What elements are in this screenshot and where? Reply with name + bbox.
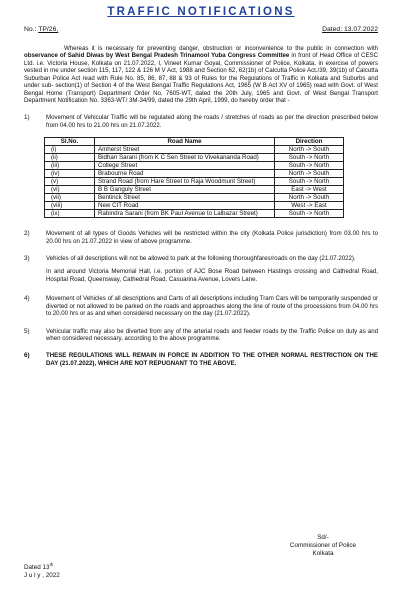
table-row: [45, 194, 344, 202]
row-road-name: Brabourne Road: [95, 170, 275, 178]
page-title-text: TRAFFIC NOTIFICATIONS: [107, 6, 295, 18]
row-direction: East -> West: [275, 186, 344, 194]
row-sl-number: (i): [45, 146, 95, 154]
table-row: [45, 162, 344, 170]
preamble-paragraph: [24, 45, 378, 104]
order-item-6: [24, 352, 378, 367]
row-sl-number: (viii): [45, 202, 95, 210]
table-row: [45, 170, 344, 178]
dated-line: [24, 562, 60, 572]
row-road-name: Strand Road (from Hare Street to Raja Woodmunt Street): [95, 178, 275, 186]
table-row: [45, 202, 344, 210]
table-row: [45, 210, 344, 218]
signatory-block: [268, 534, 378, 558]
row-sl-number: (iv): [45, 170, 95, 178]
column-header-road: Road Name: [95, 138, 275, 146]
order-text: Movement of Vehicular Traffic will be regulated along the roads / stretches of roads as per the direction prescribed below from 04.00 hrs to 21.00 hrs on 21.07.2022.: [46, 114, 378, 129]
row-road-name: New CIT Road: [95, 202, 275, 210]
signature-mark: Sd/-: [317, 534, 329, 541]
dated-month-year: J u l y , 2022: [24, 571, 60, 579]
order-text: Vehicles of all descriptions will not be allowed to park at the following thoroughfares/roads on the day (21.07.2022).: [46, 255, 356, 263]
row-direction: South -> North: [275, 178, 344, 186]
reference-prefix: No.:: [24, 26, 39, 33]
row-road-name: B B Ganguly Street: [95, 186, 275, 194]
order-text: Movement of Vehicles of all descriptions and Carts of all descriptions including Tram Cars will be temporarily suspended or diverted or not allowed to be parked on the roads and approaches along the line of route of the processions from 04.00 hrs to 20.00 hrs or as and when considered necessary on the day (21.07.2022).: [46, 295, 378, 318]
order-item-1: [24, 114, 378, 129]
table-row: [45, 146, 344, 154]
order-number: 3): [24, 255, 30, 263]
row-sl-number: (vi): [45, 186, 95, 194]
row-sl-number: (iii): [45, 162, 95, 170]
table-row: [45, 178, 344, 186]
row-direction: South -> North: [275, 154, 344, 162]
row-road-name: Bidhan Sarani (from K C Sen Street to Vivekananda Road): [95, 154, 275, 162]
row-road-name: Rabindra Sarani (from BK Paul Avenue to Lalbazar Street): [95, 210, 275, 218]
row-road-name: College Street: [95, 162, 275, 170]
dated-prefix: Dated 13: [24, 564, 50, 572]
order-text: THESE REGULATIONS WILL REMAIN IN FORCE IN ADDITION TO THE OTHER NORMAL RESTRICTION ON THE DAY (21.07.2022), WHICH ARE NOT REPUGNANT TO THE ABOVE.: [46, 352, 378, 367]
order-item-2: [24, 230, 378, 245]
order-number: 5): [24, 327, 30, 335]
order-number: 6): [24, 352, 30, 360]
table-row: [45, 154, 344, 162]
order-number: 2): [24, 230, 30, 238]
parking-area-text: In and around Victoria Memorial Hall, i.e. portion of AJC Bose Road between Hastings crossing and Cathedral Road, Hospital Road, Queensway, Cathedral Road, Casuarina Avenue, Lovers Lane.: [46, 268, 378, 283]
row-direction: North -> South: [275, 170, 344, 178]
dated-suffix: th: [49, 562, 54, 567]
preamble-event: observance of Sahid Diwas by West Bengal Pradesh Trinamool Yuba Congress Committee: [24, 52, 290, 60]
order-number: 1): [24, 114, 30, 122]
row-road-name: Bentinck Street: [95, 194, 275, 202]
order-text: Vehicular traffic may also be diverted from any of the arterial roads and feeder roads by the Traffic Police on duty as and when considered necessary, according to the above programme.: [46, 327, 378, 343]
preamble-text-1: Whereas it is necessary for preventing danger, obstruction or inconvenience to the public in connection with: [64, 45, 378, 52]
order-text: Movement of all types of Goods Vehicles will be restricted within the city (Kolkata Police jurisdiction) from 03.00 hrs to 20.00 hrs on 21.07.2022 in view of above programme.: [46, 230, 378, 245]
preamble-text-2: in front of Head Office of CESC Ltd. i.e. Victoria House, Kolkata on 21.07.2022, I, Vineet Kumar Goyal, Commissioner of Police, Kolkata, in exercise of powers vested in me under section 115, 117, 122 & 126 M V Act, 1988 and Section 62, 62(1b) of Calcutta Police Act./39, 39(1b) of Calcutta Suburban Police Act read with Rule No. 85, 86, 87, 88 & 93 of Rules for the Regulations of Traffic in Kolkata and Suburbs and under sub- section(1) of Section 4 of the West Bengal Traffic Regulations Act, 1965 (W B Act XV of 1965) read with Govt. of West Bengal Home (Transport) Department Order No. 7605-WT, dated the 20th July, 1965 and Govt. of West Bengal Transport Department Notification No. 3363-WT/ 3M-34/99, dated the 29th April, 1999, do hereby order that -: [24, 52, 378, 104]
column-header-sl: Sl.No.: [45, 138, 95, 146]
signatory-city: Kolkata: [312, 549, 334, 557]
reference-value: TP/26,: [38, 26, 59, 33]
row-road-name: Amherst Street: [95, 146, 275, 154]
row-sl-number: (ii): [45, 154, 95, 162]
order-item-4: [24, 295, 378, 317]
page-title: [24, 6, 378, 18]
row-sl-number: (ix): [45, 210, 95, 218]
order-number: 4): [24, 295, 30, 303]
signatory-designation: Commissioner of Police: [289, 541, 357, 549]
order-item-3: [24, 255, 378, 262]
row-sl-number: (vii): [45, 194, 95, 202]
row-direction: North -> South: [275, 194, 344, 202]
row-direction: West -> East: [275, 202, 344, 210]
row-direction: South -> North: [275, 210, 344, 218]
order-item-5: [24, 328, 378, 343]
dated-block: [24, 562, 60, 580]
table-row: [45, 186, 344, 194]
issue-date: Dated: 13.07.2022: [322, 26, 378, 33]
reference-line: [24, 26, 378, 33]
reference-number: [24, 26, 58, 33]
row-sl-number: (v): [45, 178, 95, 186]
table-body: [45, 146, 344, 218]
column-header-direction: Direction: [275, 138, 344, 146]
parking-area-block: [46, 268, 378, 283]
roads-direction-table: [44, 137, 344, 218]
row-direction: South -> North: [275, 162, 344, 170]
row-direction: North -> South: [275, 146, 344, 154]
table-header-row: [45, 138, 344, 146]
